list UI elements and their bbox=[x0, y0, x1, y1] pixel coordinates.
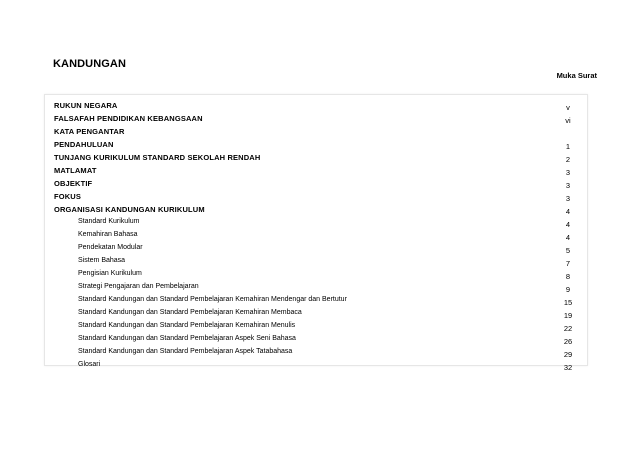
toc-row bbox=[45, 269, 587, 282]
toc-section-label: FOKUS bbox=[54, 192, 81, 201]
toc-row bbox=[45, 100, 587, 113]
toc-page-number: 22 bbox=[563, 324, 573, 333]
toc-page-number: vi bbox=[565, 116, 571, 125]
toc-subsection-label: Glosari bbox=[78, 361, 101, 368]
toc-row bbox=[45, 256, 587, 269]
toc-page-number: 1 bbox=[565, 142, 571, 151]
toc-subsection-label: Standard Kandungan dan Standard Pembelajaran Kemahiran Membaca bbox=[78, 309, 302, 316]
toc-page-number: 4 bbox=[565, 220, 571, 229]
toc-row bbox=[45, 334, 587, 347]
page-number-column-label: Muka Surat bbox=[556, 71, 597, 80]
toc-row bbox=[45, 139, 587, 152]
toc-subsection-label: Pengisian Kurikulum bbox=[78, 270, 142, 277]
toc-row bbox=[45, 347, 587, 360]
toc-row bbox=[45, 217, 587, 230]
toc-subsection-label: Sistem Bahasa bbox=[78, 257, 126, 264]
toc-page-number: v bbox=[566, 103, 570, 112]
toc-page-number: 3 bbox=[565, 194, 571, 203]
toc-page-number: 4 bbox=[565, 207, 571, 216]
toc-page-number: 19 bbox=[563, 311, 573, 320]
toc-section-label: RUKUN NEGARA bbox=[54, 101, 118, 110]
toc-page-number: 5 bbox=[565, 246, 571, 255]
toc-page-number: 26 bbox=[563, 337, 573, 346]
toc-subsection-label: Standard Kandungan dan Standard Pembelajaran Aspek Tatabahasa bbox=[78, 348, 293, 355]
toc-row bbox=[45, 152, 587, 165]
toc-page-number: 7 bbox=[565, 259, 571, 268]
toc-page-number: 8 bbox=[565, 272, 571, 281]
toc-row bbox=[45, 282, 587, 295]
toc-page-number: 3 bbox=[565, 181, 571, 190]
toc-row bbox=[45, 295, 587, 308]
toc-subsection-label: Standard Kandungan dan Standard Pembelajaran Aspek Seni Bahasa bbox=[78, 335, 296, 342]
toc-subsection-label: Strategi Pengajaran dan Pembelajaran bbox=[78, 283, 199, 290]
toc-section-label: KATA PENGANTAR bbox=[54, 127, 125, 136]
toc-page-number: 32 bbox=[563, 363, 573, 372]
toc-section-label: OBJEKTIF bbox=[54, 179, 93, 188]
toc-row bbox=[45, 321, 587, 334]
toc-row bbox=[45, 243, 587, 256]
toc-row bbox=[45, 204, 587, 217]
toc-row bbox=[45, 360, 587, 373]
toc-section-label: FALSAFAH PENDIDIKAN KEBANGSAAN bbox=[54, 114, 203, 123]
toc-page-number: 29 bbox=[563, 350, 573, 359]
toc-subsection-label: Kemahiran Bahasa bbox=[78, 231, 138, 238]
page-title: KANDUNGAN bbox=[53, 58, 127, 70]
toc-page-number: 4 bbox=[565, 233, 571, 242]
toc-subsection-label: Standard Kandungan dan Standard Pembelajaran Kemahiran Menulis bbox=[78, 322, 296, 329]
toc-row bbox=[45, 191, 587, 204]
toc-row bbox=[45, 113, 587, 126]
toc-row bbox=[45, 165, 587, 178]
toc-page-number: 15 bbox=[563, 298, 573, 307]
toc-list bbox=[45, 100, 587, 373]
toc-row bbox=[45, 178, 587, 191]
toc-row bbox=[45, 308, 587, 321]
toc-section-label: TUNJANG KURIKULUM STANDARD SEKOLAH RENDAH bbox=[54, 153, 261, 162]
toc-page-number: 3 bbox=[565, 168, 571, 177]
toc-page-number: 9 bbox=[565, 285, 571, 294]
toc-row bbox=[45, 230, 587, 243]
toc-page-number: 2 bbox=[565, 155, 571, 164]
toc-section-label: PENDAHULUAN bbox=[54, 140, 114, 149]
table-of-contents bbox=[44, 94, 588, 372]
toc-section-label: ORGANISASI KANDUNGAN KURIKULUM bbox=[54, 205, 205, 214]
toc-row bbox=[45, 126, 587, 139]
toc-subsection-label: Standard Kandungan dan Standard Pembelajaran Kemahiran Mendengar dan Bertutur bbox=[78, 296, 347, 303]
toc-section-label: MATLAMAT bbox=[54, 166, 97, 175]
toc-subsection-label: Pendekatan Modular bbox=[78, 244, 143, 251]
toc-subsection-label: Standard Kurikulum bbox=[78, 218, 140, 225]
